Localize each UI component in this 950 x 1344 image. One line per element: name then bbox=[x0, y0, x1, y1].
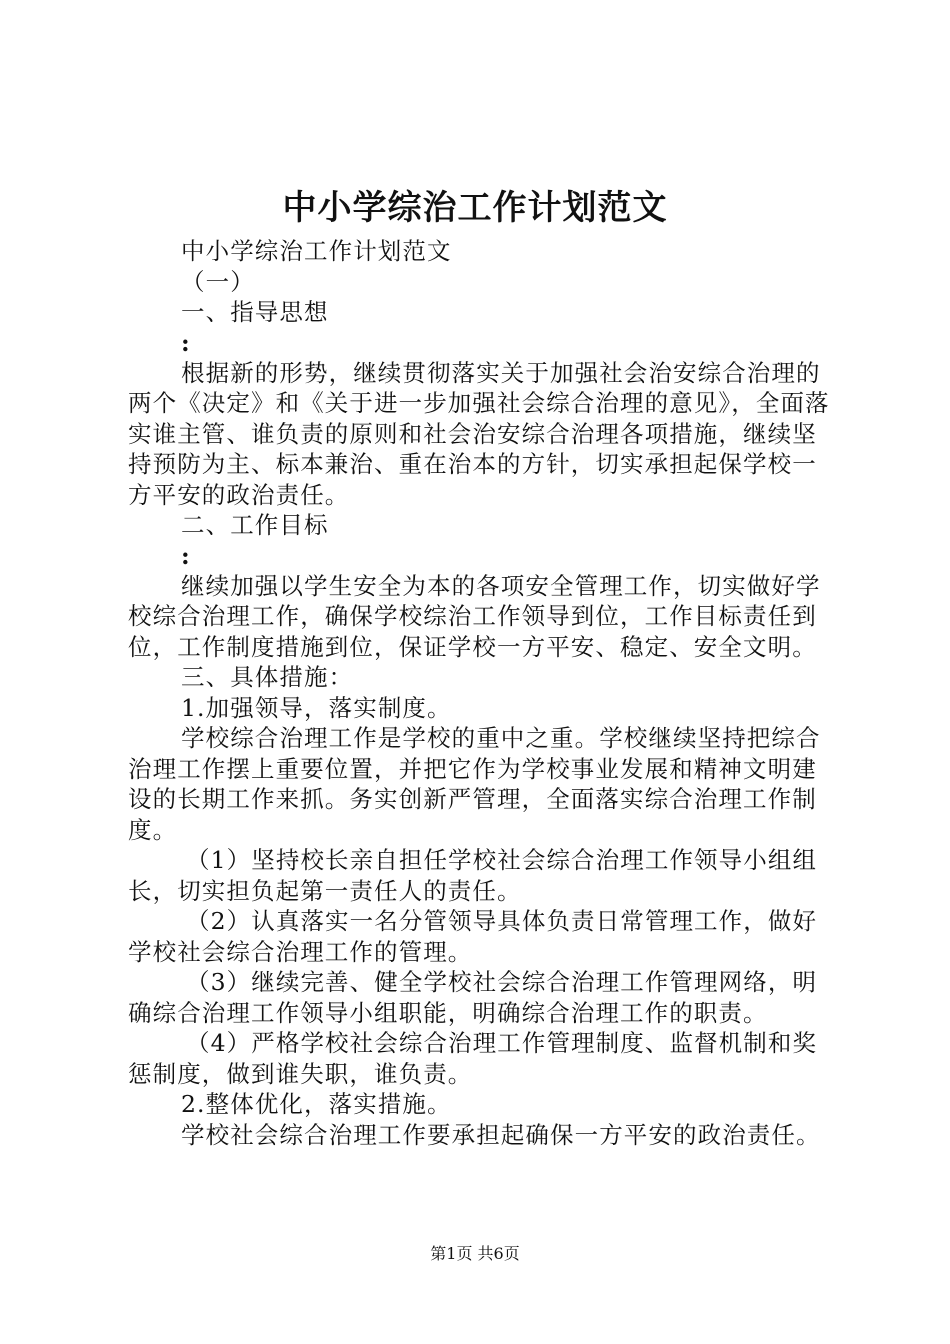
list-item-4: （4）严格学校社会综合治理工作管理制度、监督机制和奖惩制度，做到谁失职，谁负责。 bbox=[128, 1029, 818, 1088]
list-item-3: （3）继续完善、健全学校社会综合治理工作管理网络，明确综合治理工作领导小组职能，明确综合治理工作的职责。 bbox=[128, 968, 818, 1027]
list-item-2: （2）认真落实一名分管领导具体负责日常管理工作，做好学校社会综合治理工作的管理。 bbox=[128, 907, 818, 966]
list-item-1: （1）坚持校长亲自担任学校社会综合治理工作领导小组组长，切实担负起第一责任人的责任。 bbox=[128, 846, 818, 905]
page-footer: 第1页 共6页 bbox=[430, 1244, 520, 1263]
section-heading-work-goals: 二、工作目标 bbox=[181, 511, 329, 539]
section-heading-measures: 三、具体措施： bbox=[181, 663, 354, 691]
colon-marker: : bbox=[181, 328, 191, 357]
subheading-leadership: 1.加强领导，落实制度。 bbox=[181, 693, 452, 722]
colon-marker: : bbox=[181, 541, 191, 570]
paragraph-leadership: 学校综合治理工作是学校的重中之重。学校继续坚持把综合治理工作摆上重要位置，并把它作为学校事业发展和精神文明建设的长期工作来抓。务实创新严管理，全面落实综合治理工作制度。 bbox=[128, 724, 821, 844]
document-body bbox=[128, 236, 834, 1150]
subheading-optimization: 2.整体优化，落实措施。 bbox=[181, 1090, 452, 1118]
section-number: （一） bbox=[181, 267, 255, 296]
subtitle-line: 中小学综治工作计划范文 bbox=[181, 237, 452, 265]
paragraph-optimization: 学校社会综合治理工作要承担起确保一方平安的政治责任。 bbox=[181, 1120, 821, 1149]
document-title: 中小学综治工作计划范文 bbox=[282, 188, 668, 228]
section-heading-guiding-thought: 一、指导思想 bbox=[181, 298, 329, 326]
paragraph-work-goals: 继续加强以学生安全为本的各项安全管理工作，切实做好学校综合治理工作，确保学校综治工作领导到位，工作目标责任到位，工作制度措施到位，保证学校一方平安、稳定、安全文明。 bbox=[128, 571, 821, 661]
paragraph-guiding-thought: 根据新的形势，继续贯彻落实关于加强社会治安综合治理的两个《决定》和《关于进一步加强社会综合治理的意见》，全面落实谁主管、谁负责的原则和社会治安综合治理各项措施，继续坚持预防为主、标本兼治、重在治本的方针，切实承担起保学校一方平安的政治责任。 bbox=[128, 358, 830, 509]
